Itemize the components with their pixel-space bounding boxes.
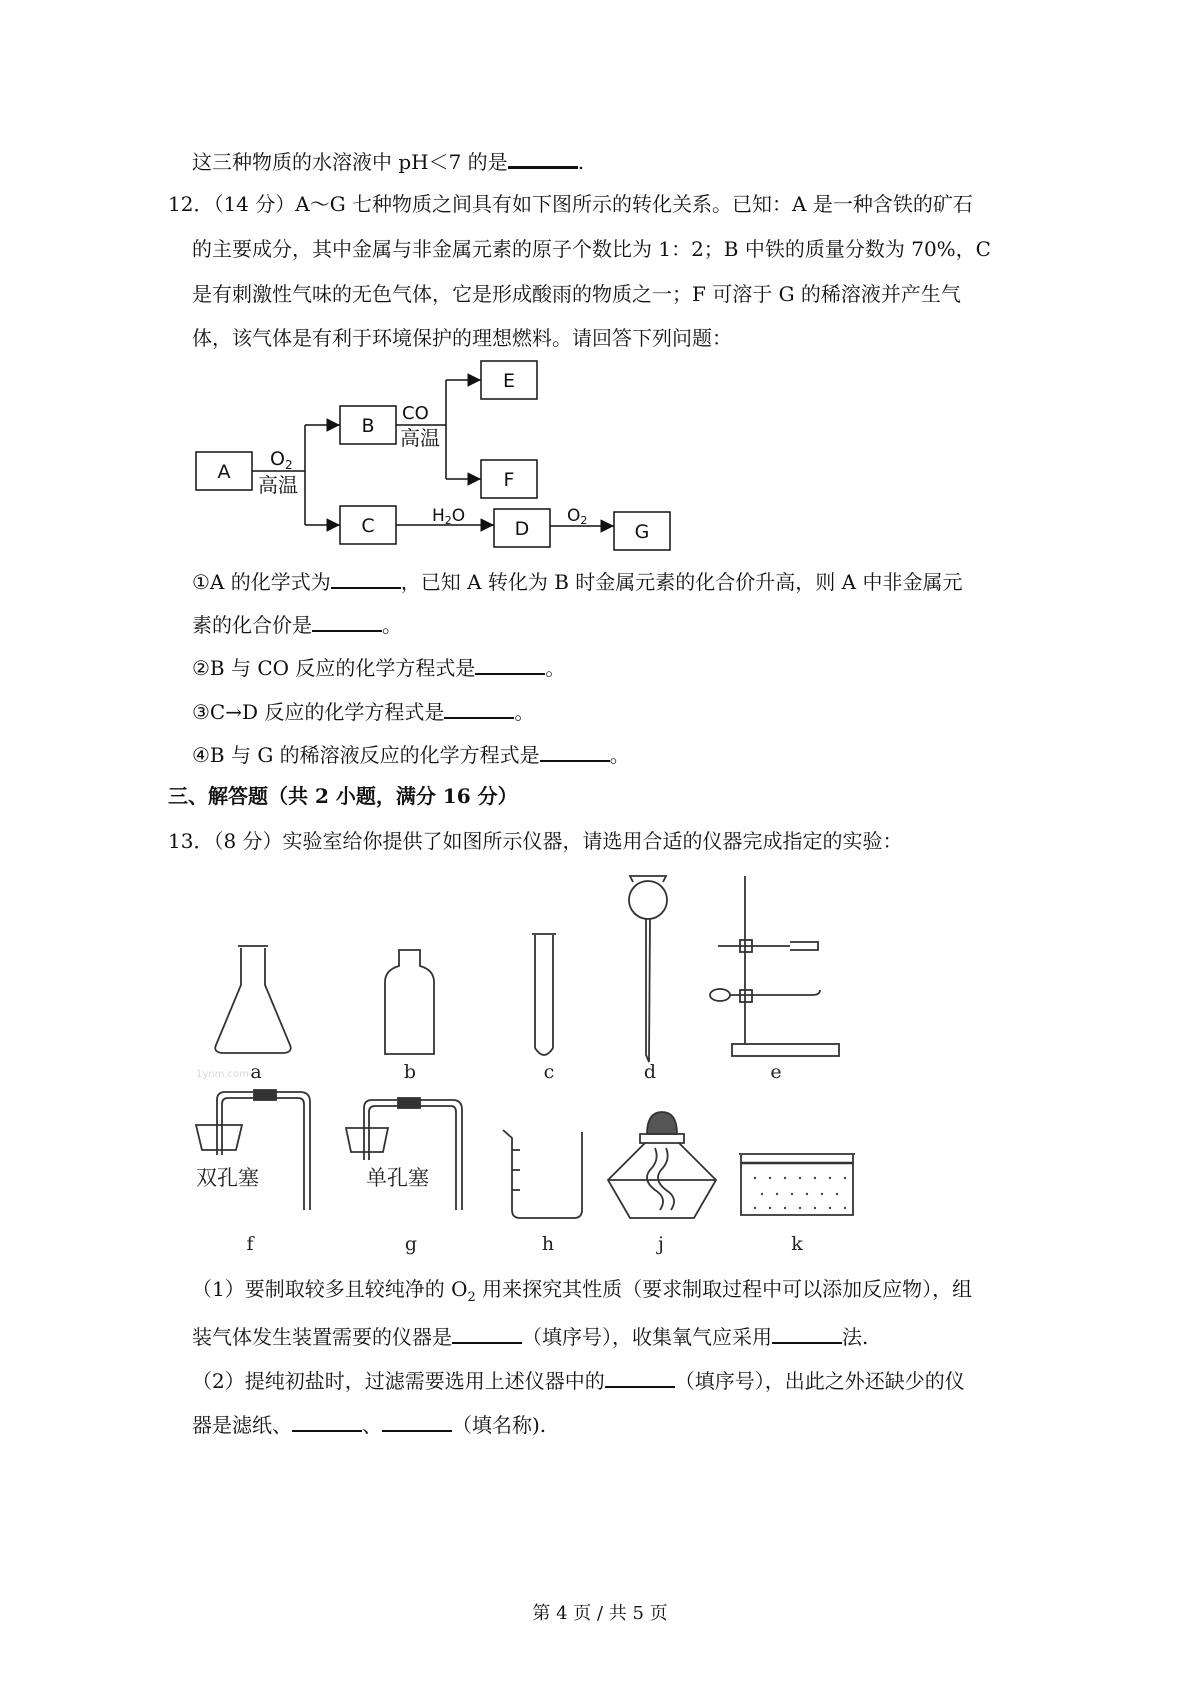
instrument-label-d: d — [643, 1061, 657, 1083]
instrument-label-f: f — [246, 1233, 254, 1255]
q12-sub3-text: ③C→D 反应的化学方程式是 — [192, 700, 445, 724]
two-hole-stopper-label: 双孔塞 — [196, 1166, 259, 1190]
test-tube-icon — [532, 934, 556, 1055]
q13-p1-text4: （填序号），收集氧气应采用 — [522, 1325, 772, 1349]
q12-sub4-text: ④B 与 G 的稀溶液反应的化学方程式是 — [192, 743, 540, 767]
q13-p1-end: 法. — [842, 1325, 869, 1349]
q11-end: . — [577, 150, 585, 174]
q12-sub4-end: 。 — [609, 743, 630, 767]
q13-p2-text3: 器是滤纸、 — [192, 1413, 292, 1437]
q12-sub1-text3: 素的化合价是 — [192, 613, 312, 637]
instrument-label-b: b — [403, 1061, 417, 1083]
q12-sub2-end: 。 — [545, 656, 566, 680]
instrument-label-k: k — [791, 1233, 803, 1255]
arrow-c-top-label: H2O — [432, 506, 466, 527]
node-a-label: A — [217, 461, 231, 483]
q13-part2-line2 — [192, 1412, 546, 1435]
water-trough-icon — [739, 1154, 855, 1215]
q12-sub2-text: ②B 与 CO 反应的化学方程式是 — [192, 656, 476, 680]
q13-part2-line1 — [192, 1368, 965, 1391]
alcohol-lamp-icon — [608, 1112, 716, 1218]
answer-blank[interactable] — [382, 1412, 452, 1432]
q13-p2-sep: 、 — [362, 1413, 382, 1437]
arrow-b-top-label: CO — [402, 403, 429, 424]
reagent-bottle-icon — [385, 950, 434, 1054]
answer-blank[interactable] — [605, 1368, 675, 1388]
q13-p2-text2: （填序号），出此之外还缺少的仪 — [674, 1369, 965, 1393]
q12-sub1-text: ①A 的化学式为 — [192, 570, 331, 594]
answer-blank[interactable] — [772, 1324, 842, 1344]
q13-p1-sub: 2 — [467, 1290, 476, 1305]
q13-p2-end: （填名称). — [452, 1413, 547, 1437]
section-title: 三、解答题（共 2 小题，满分 16 分） — [168, 784, 518, 808]
q13-p1-text3: 装气体发生装置需要的仪器是 — [192, 1325, 452, 1349]
q12-sub3-end: 。 — [514, 700, 535, 724]
q12-sub1-text2: ，已知 A 转化为 B 时金属元素的化合价升高，则 A 中非金属元 — [400, 570, 963, 594]
instrument-label-e: e — [770, 1061, 782, 1083]
one-hole-stopper-label: 单孔塞 — [366, 1166, 429, 1190]
q13-p1-text2: 用来探究其性质（要求制取过程中可以添加反应物），组 — [475, 1277, 973, 1301]
arrow-a-bottom-label: 高温 — [258, 473, 298, 497]
q11-text: 这三种物质的水溶液中 pH＜7 的是 — [192, 150, 508, 174]
conical-flask-icon — [215, 946, 291, 1053]
instrument-label-g: g — [404, 1233, 418, 1255]
iron-stand-icon — [710, 876, 839, 1056]
answer-blank[interactable] — [452, 1324, 522, 1344]
instrument-label-a: a — [250, 1061, 262, 1083]
node-d-label: D — [514, 518, 530, 540]
page-footer: 第 4 页 / 共 5 页 — [532, 1603, 668, 1624]
q12-stem-line2: 的主要成分，其中金属与非金属元素的原子个数比为 1：2；B 中铁的质量分数为 70%，C — [192, 237, 991, 261]
instrument-label-c: c — [543, 1061, 555, 1083]
q13-part1-line1 — [192, 1279, 972, 1304]
node-f-label: F — [503, 469, 515, 491]
node-c-label: C — [361, 515, 375, 537]
instrument-label-j: j — [658, 1233, 664, 1255]
q13-part1-line2 — [192, 1324, 868, 1347]
instrument-label-h: h — [541, 1233, 555, 1255]
arrow-d-top-label: O2 — [567, 506, 588, 527]
node-b-label: B — [361, 415, 375, 437]
q12-sub1-end: 。 — [382, 613, 402, 637]
q12-stem-line1: 12．（14 分）A～G 七种物质之间具有如下图所示的转化关系。已知：A 是一种含铁的矿石 — [168, 192, 973, 216]
one-hole-stopper-icon — [346, 1098, 462, 1210]
answer-blank[interactable] — [292, 1412, 362, 1432]
q12-stem-line4: 体，该气体是有利于环境保护的理想燃料。请回答下列问题： — [192, 326, 732, 350]
water-dots — [754, 1177, 846, 1209]
node-g-label: G — [634, 521, 650, 543]
arrow-a-top-label: $O_2$ — [270, 448, 293, 472]
q13-p1-text: （1）要制取较多且较纯净的 O — [192, 1277, 468, 1301]
funnel-icon — [629, 876, 667, 1062]
arrow-b-bottom-label: 高温 — [400, 426, 440, 450]
node-e-label: E — [502, 370, 516, 392]
watermark: 1ynm.com — [196, 1069, 249, 1080]
q12-stem-line3: 是有刺激性气味的无色气体，它是形成酸雨的物质之一；F 可溶于 G 的稀溶液并产生气 — [192, 282, 961, 306]
q13-stem: 13．（8 分）实验室给你提供了如图所示仪器，请选用合适的仪器完成指定的实验： — [168, 829, 903, 853]
q13-p2-text: （2）提纯初盐时，过滤需要选用上述仪器中的 — [192, 1369, 605, 1393]
beaker-icon — [503, 1130, 582, 1218]
two-hole-stopper-icon — [196, 1090, 310, 1210]
